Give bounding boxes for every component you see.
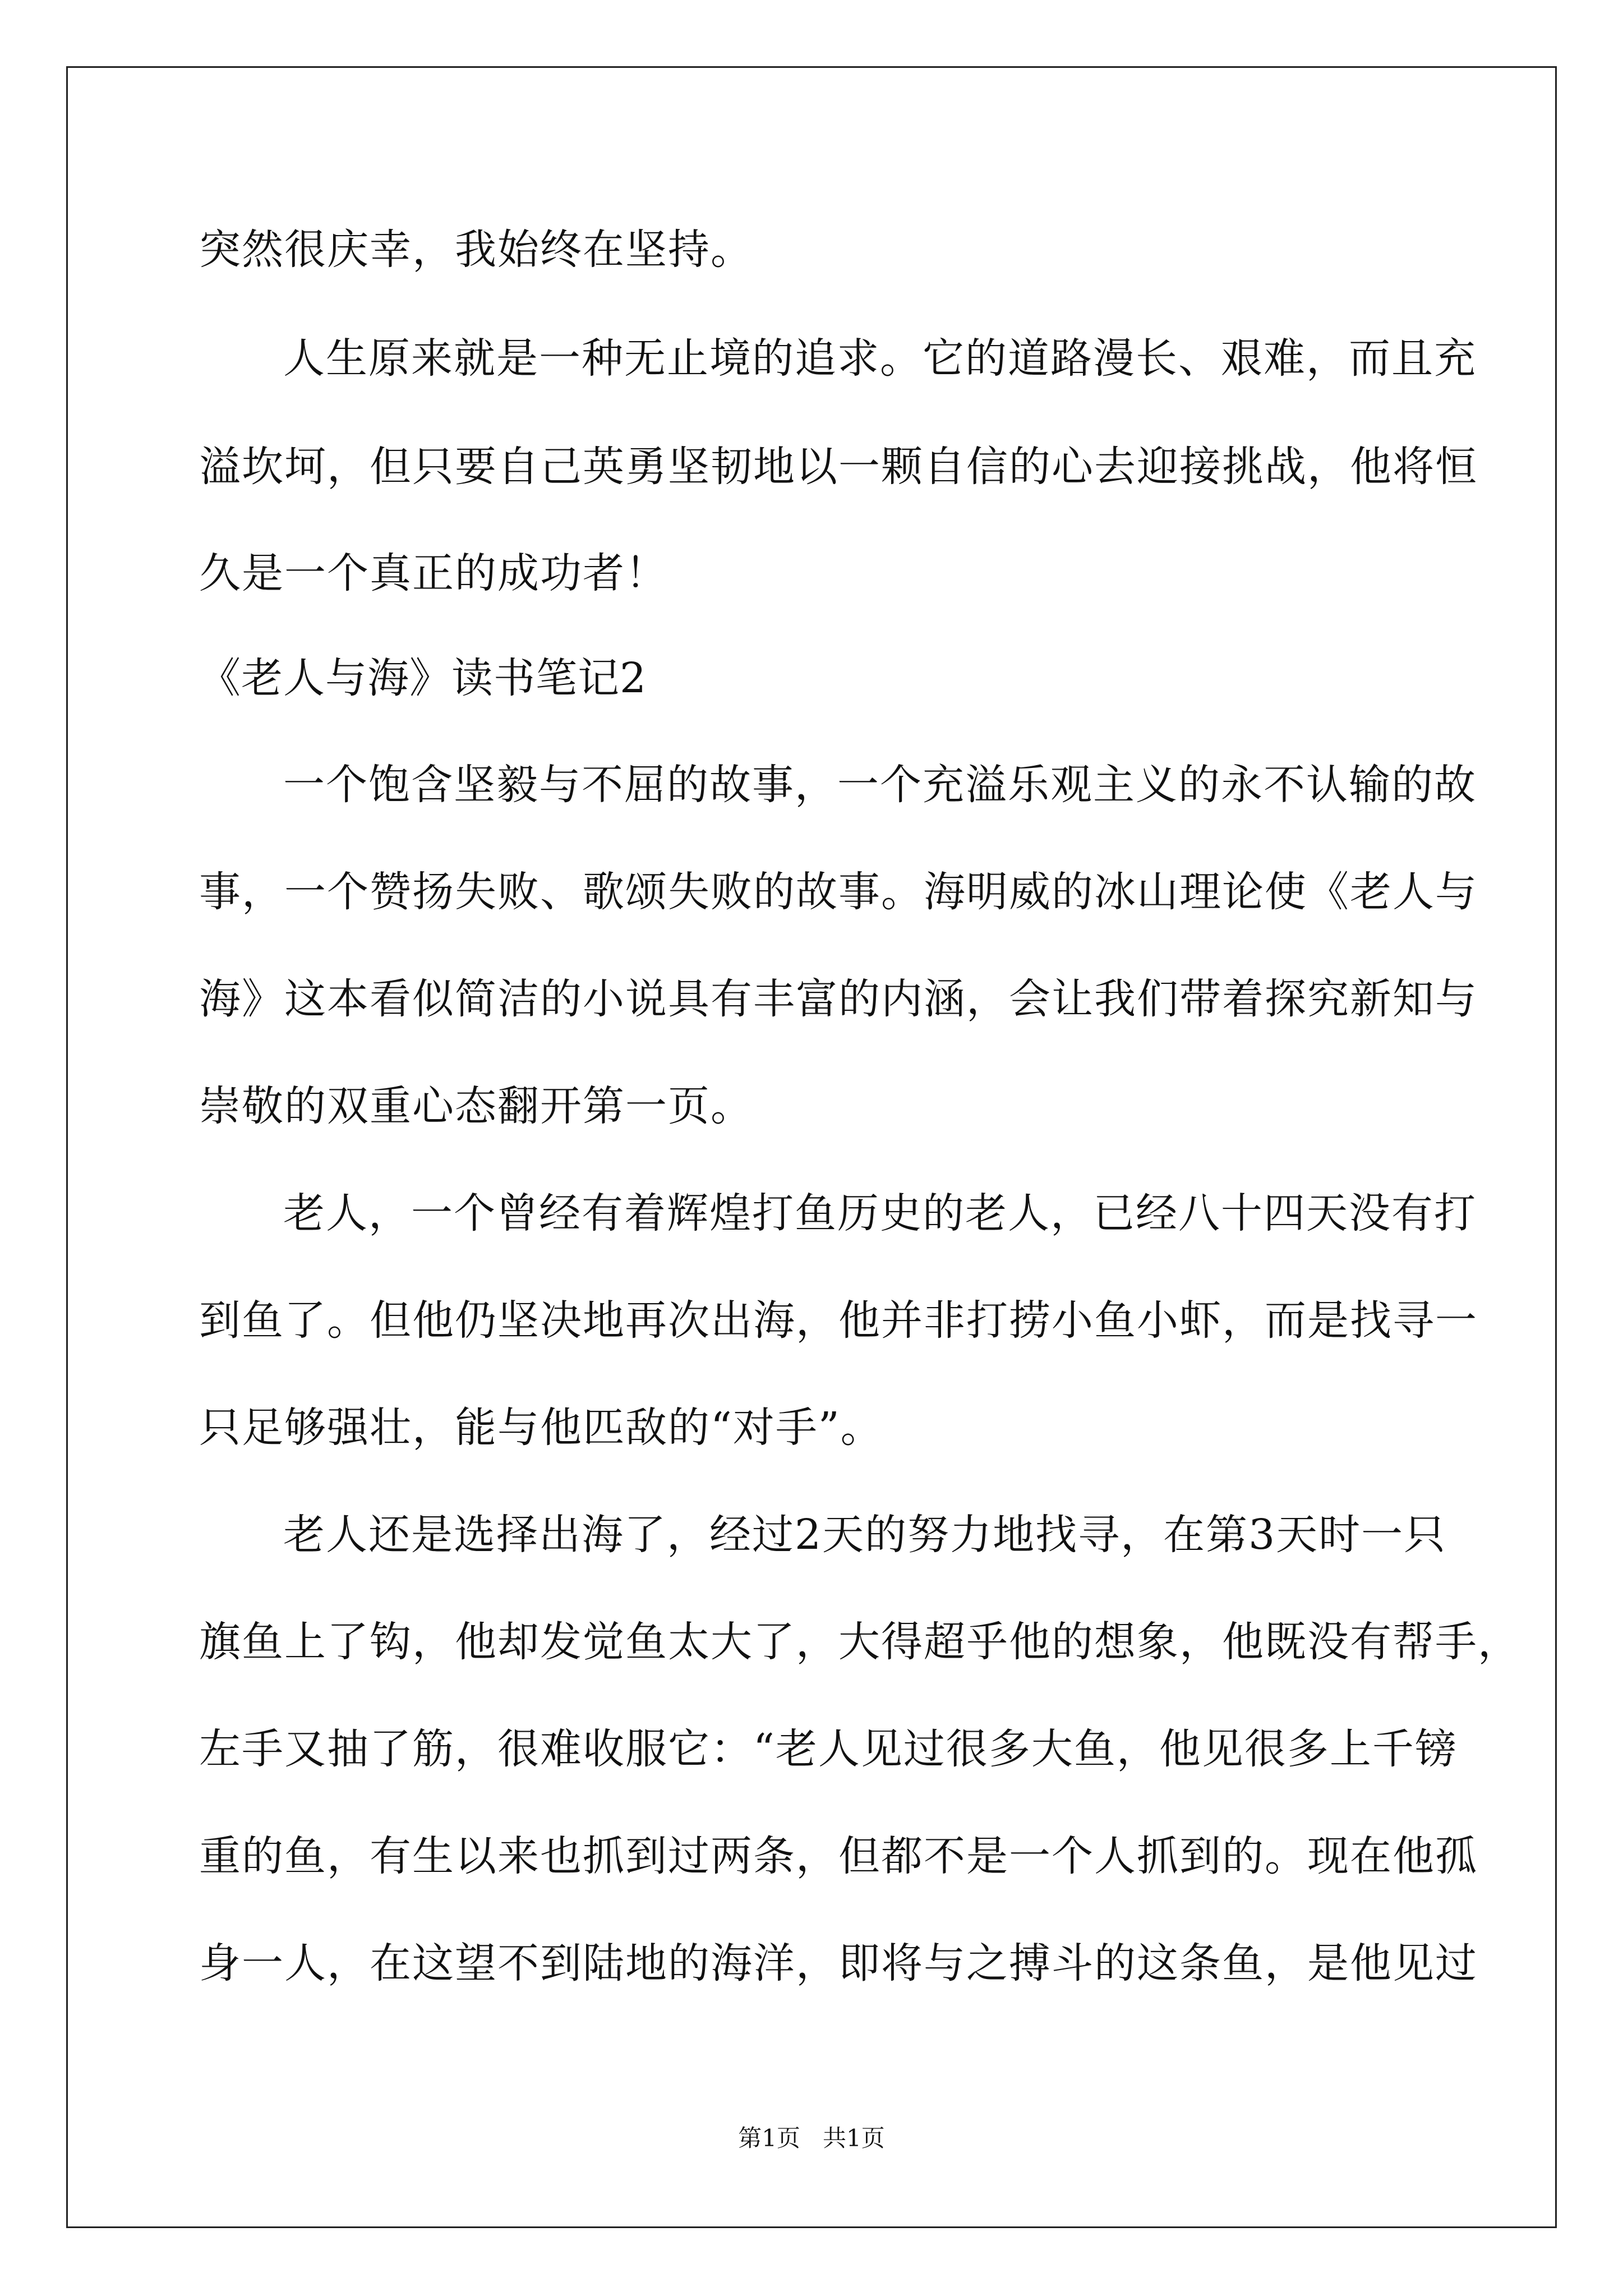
body-line: 老人，一个曾经有着辉煌打鱼历史的老人，已经八十四天没有打 (283, 1189, 1477, 1237)
body-line: 海》这本看似简洁的小说具有丰富的内涵，会让我们带着探究新知与 (199, 975, 1478, 1023)
body-line: 只足够强壮，能与他匹敌的“对手”。 (199, 1404, 883, 1452)
body-line: 一个饱含坚毅与不屈的故事，一个充溢乐观主义的永不认输的故 (283, 761, 1477, 809)
body-line: 突然很庆幸，我始终在坚持。 (199, 226, 753, 274)
body-line: 人生原来就是一种无止境的追求。它的道路漫长、艰难，而且充 (283, 334, 1477, 383)
page-border (66, 66, 1557, 2228)
body-line: 身一人，在这望不到陆地的海洋，即将与之搏斗的这条鱼，是他见过 (199, 1939, 1478, 1987)
body-line: 崇敬的双重心态翻开第一页。 (199, 1082, 753, 1130)
body-line: 久是一个真正的成功者！ (199, 549, 668, 597)
body-line: 旗鱼上了钩，他却发觉鱼太大了，大得超乎他的想象，他既没有帮手， (199, 1618, 1520, 1666)
body-line: 重的鱼，有生以来也抓到过两条，但都不是一个人抓到的。现在他孤 (199, 1832, 1478, 1880)
body-line: 老人还是选择出海了，经过2天的努力地找寻，在第3天时一只 (283, 1511, 1447, 1559)
body-line: 溢坎坷，但只要自己英勇坚韧地以一颗自信的心去迎接挑战，他将恒 (199, 443, 1478, 491)
section-heading: 《老人与海》读书笔记2 (199, 654, 647, 702)
page-number-footer: 第1页 共1页 (738, 2124, 885, 2152)
body-line: 事，一个赞扬失败、歌颂失败的故事。海明威的冰山理论使《老人与 (199, 868, 1478, 916)
body-line: 左手又抽了筋，很难收服它：“老人见过很多大鱼，他见很多上千镑 (199, 1725, 1458, 1773)
body-line: 到鱼了。但他仍坚决地再次出海，他并非打捞小鱼小虾，而是找寻一 (199, 1296, 1478, 1345)
